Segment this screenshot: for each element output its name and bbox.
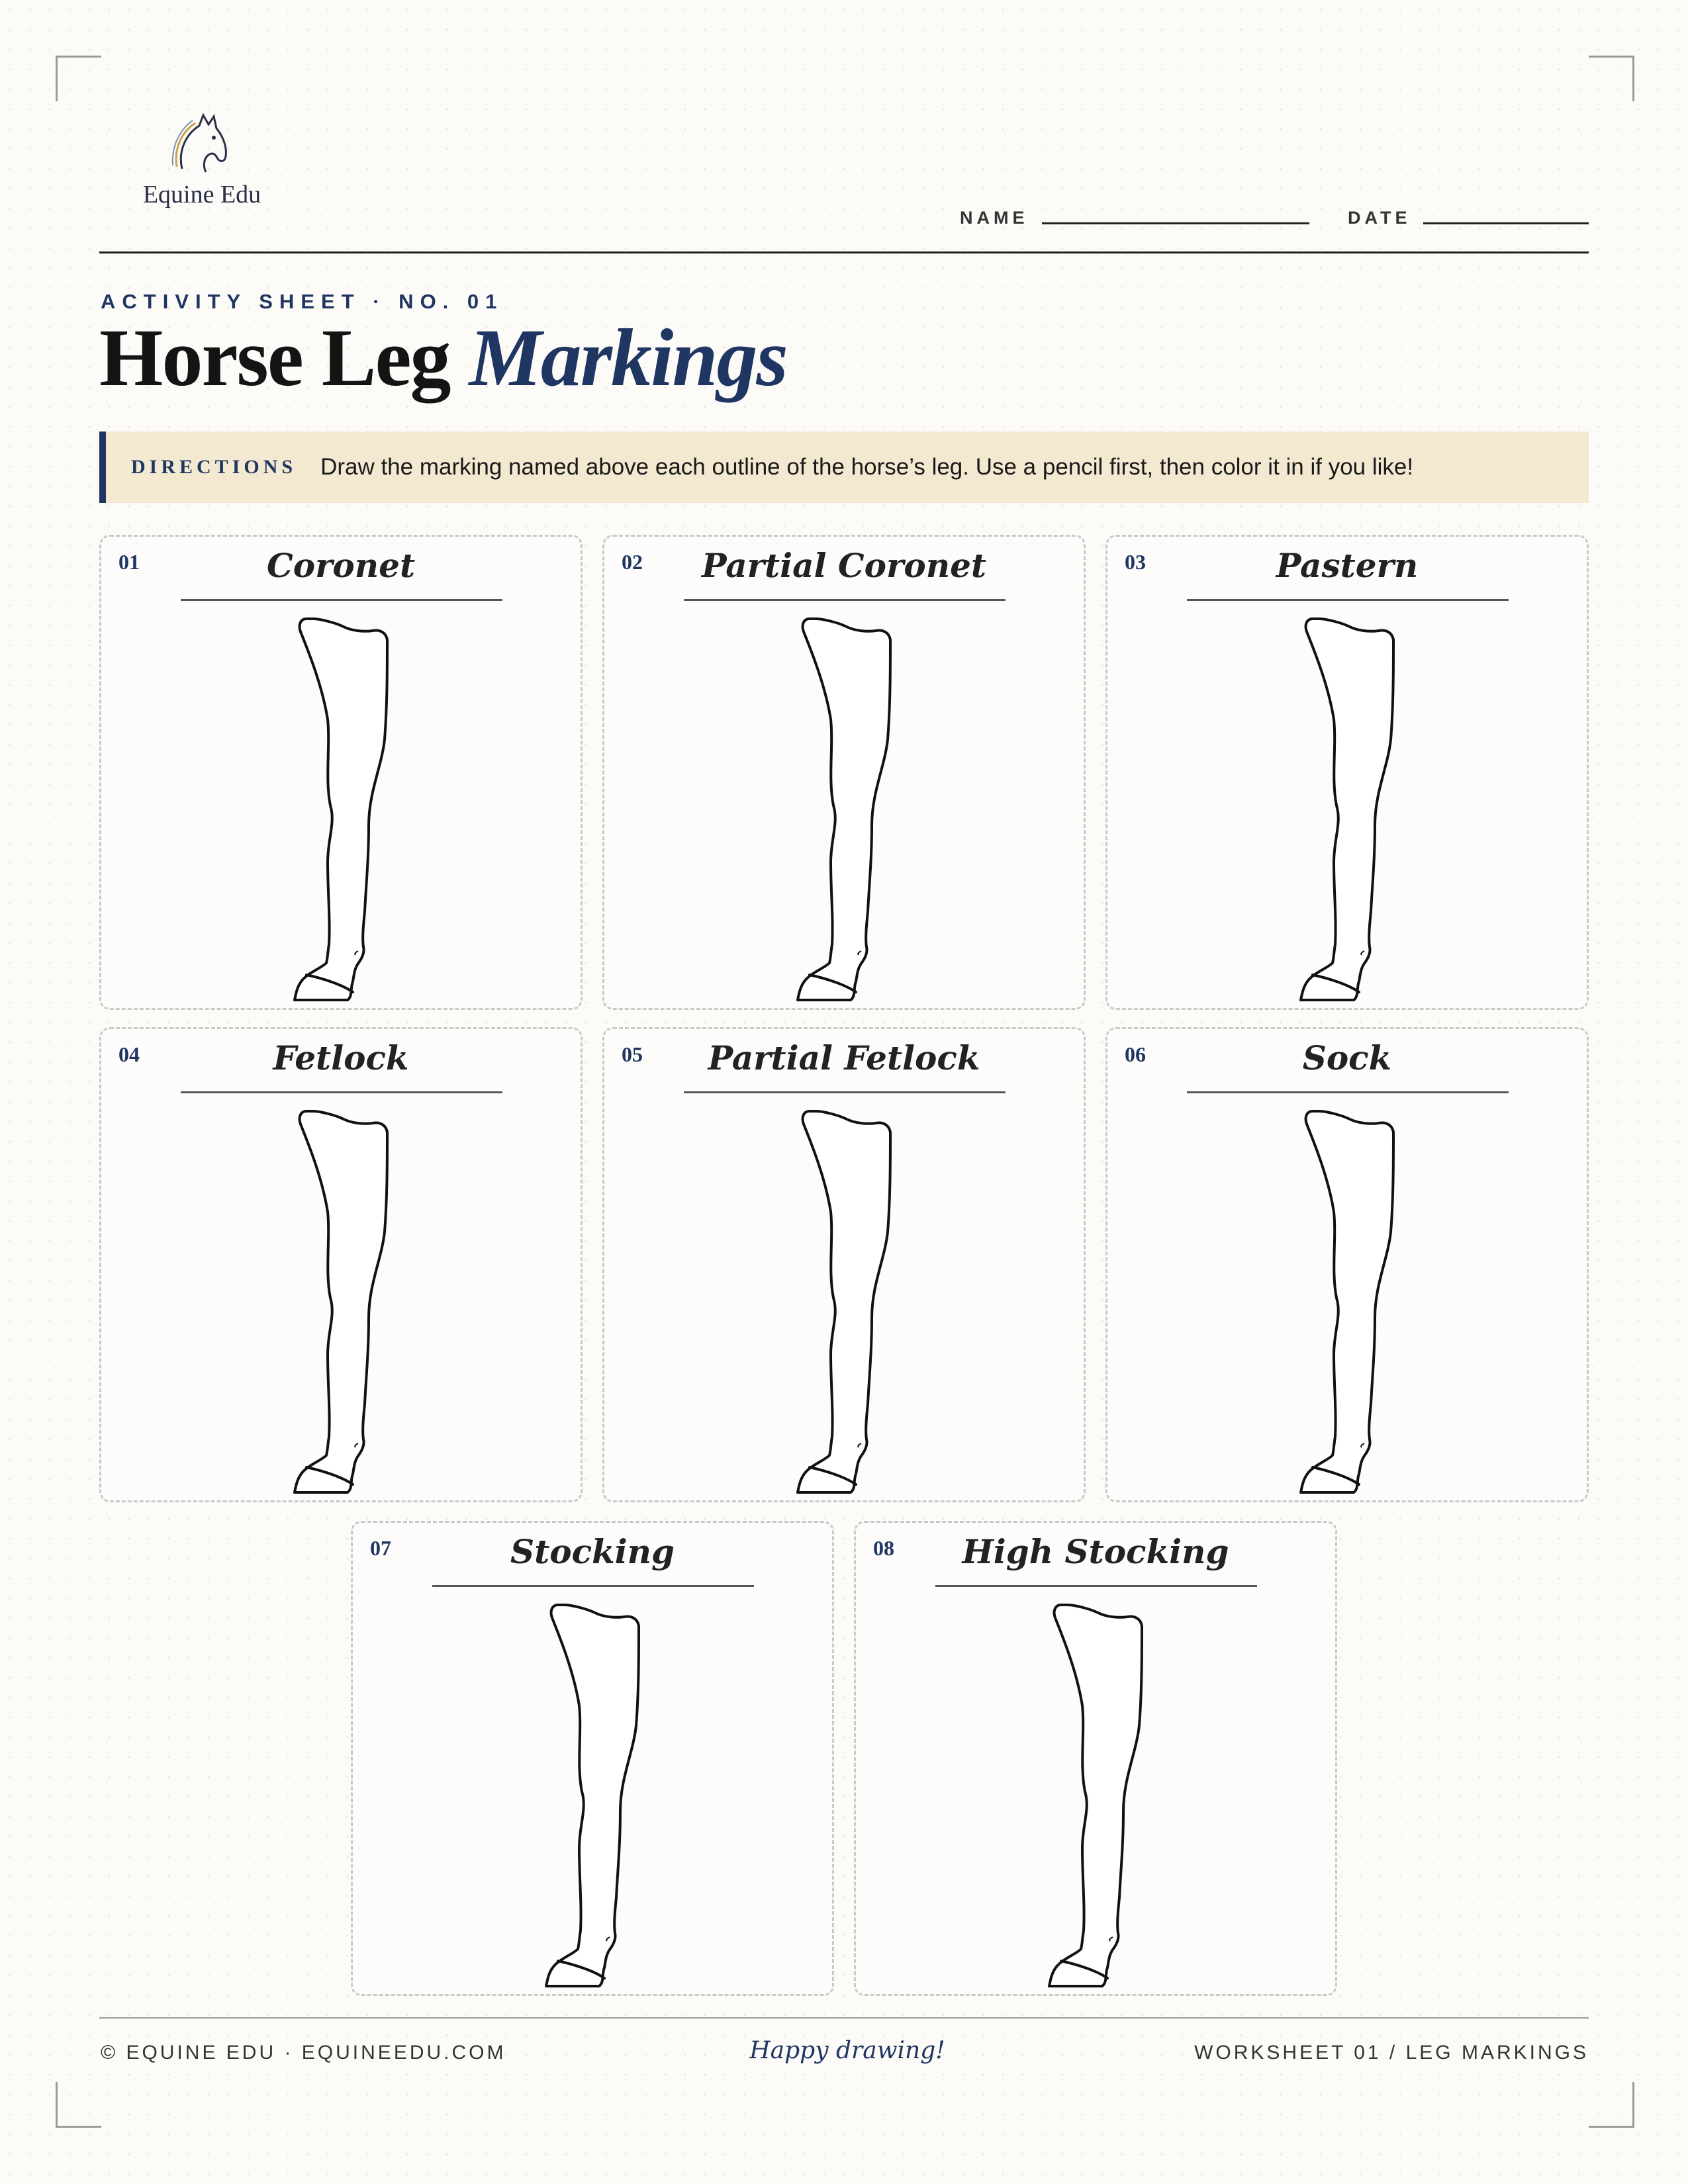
crop-mark-top-left [56,56,101,101]
horse-leg-outline[interactable] [287,614,399,1008]
marking-card[interactable] [351,1521,834,1996]
date-field[interactable] [1423,222,1589,224]
card-number: 07 [370,1536,391,1560]
horse-leg-outline[interactable] [1293,614,1405,1008]
footer-worksheet-id: WORKSHEET 01 / LEG MARKINGS [1194,2042,1589,2064]
card-number: 04 [118,1042,140,1066]
horse-head-icon [162,106,242,179]
directions-label: DIRECTIONS [131,456,297,478]
card-label: Stocking [510,1532,675,1571]
directions-text: Draw the marking named above each outline of the horse’s leg. Use a pencil first, then color it in if you like! [320,454,1414,480]
label-underline [1187,1091,1509,1093]
brand-name: Equine Edu [142,181,261,208]
marking-card[interactable] [1105,535,1589,1010]
label-underline [684,599,1006,601]
card-label: Partial Coronet [702,546,986,585]
brand-logo [132,106,271,209]
label-underline [1187,599,1509,601]
card-label: Pastern [1276,546,1419,585]
marking-card[interactable] [602,1027,1086,1502]
card-label: Fetlock [273,1038,409,1077]
sheet-kicker: ACTIVITY SHEET · NO. 01 [101,290,504,313]
name-field[interactable] [1042,222,1309,224]
card-label: Partial Fetlock [708,1038,980,1077]
marking-card[interactable] [854,1521,1337,1996]
card-number: 02 [622,550,643,574]
card-number: 03 [1125,550,1146,574]
horse-leg-outline[interactable] [538,1600,651,1994]
marking-card[interactable] [1105,1027,1589,1502]
header-divider [99,251,1589,253]
card-number: 06 [1125,1042,1146,1066]
name-label: NAME [960,208,1029,228]
crop-mark-top-right [1589,56,1634,101]
horse-leg-outline[interactable] [790,614,902,1008]
horse-leg-outline[interactable] [1041,1600,1154,1994]
title-accent: Markings [469,312,787,403]
label-underline [684,1091,1006,1093]
label-underline [181,599,502,601]
footer-tagline: Happy drawing! [749,2037,945,2064]
crop-mark-bottom-right [1589,2082,1634,2128]
card-label: Coronet [266,546,416,585]
marking-card[interactable] [99,1027,583,1502]
horse-leg-outline[interactable] [287,1106,399,1500]
footer-divider [99,2017,1589,2019]
title-main: Horse Leg [99,312,450,403]
label-underline [432,1585,754,1587]
card-label: Sock [1302,1038,1392,1077]
card-number: 01 [118,550,140,574]
card-number: 08 [873,1536,894,1560]
footer-copyright: © EQUINE EDU · EQUINEEDU.COM [101,2042,506,2064]
horse-leg-outline[interactable] [1293,1106,1405,1500]
marking-card[interactable] [99,535,583,1010]
label-underline [181,1091,502,1093]
card-number: 05 [622,1042,643,1066]
label-underline [935,1585,1257,1587]
date-label: DATE [1348,208,1411,228]
page-title [99,311,787,405]
card-label: High Stocking [962,1532,1229,1571]
horse-leg-outline[interactable] [790,1106,902,1500]
marking-card[interactable] [602,535,1086,1010]
crop-mark-bottom-left [56,2082,101,2128]
directions-box [99,432,1589,503]
